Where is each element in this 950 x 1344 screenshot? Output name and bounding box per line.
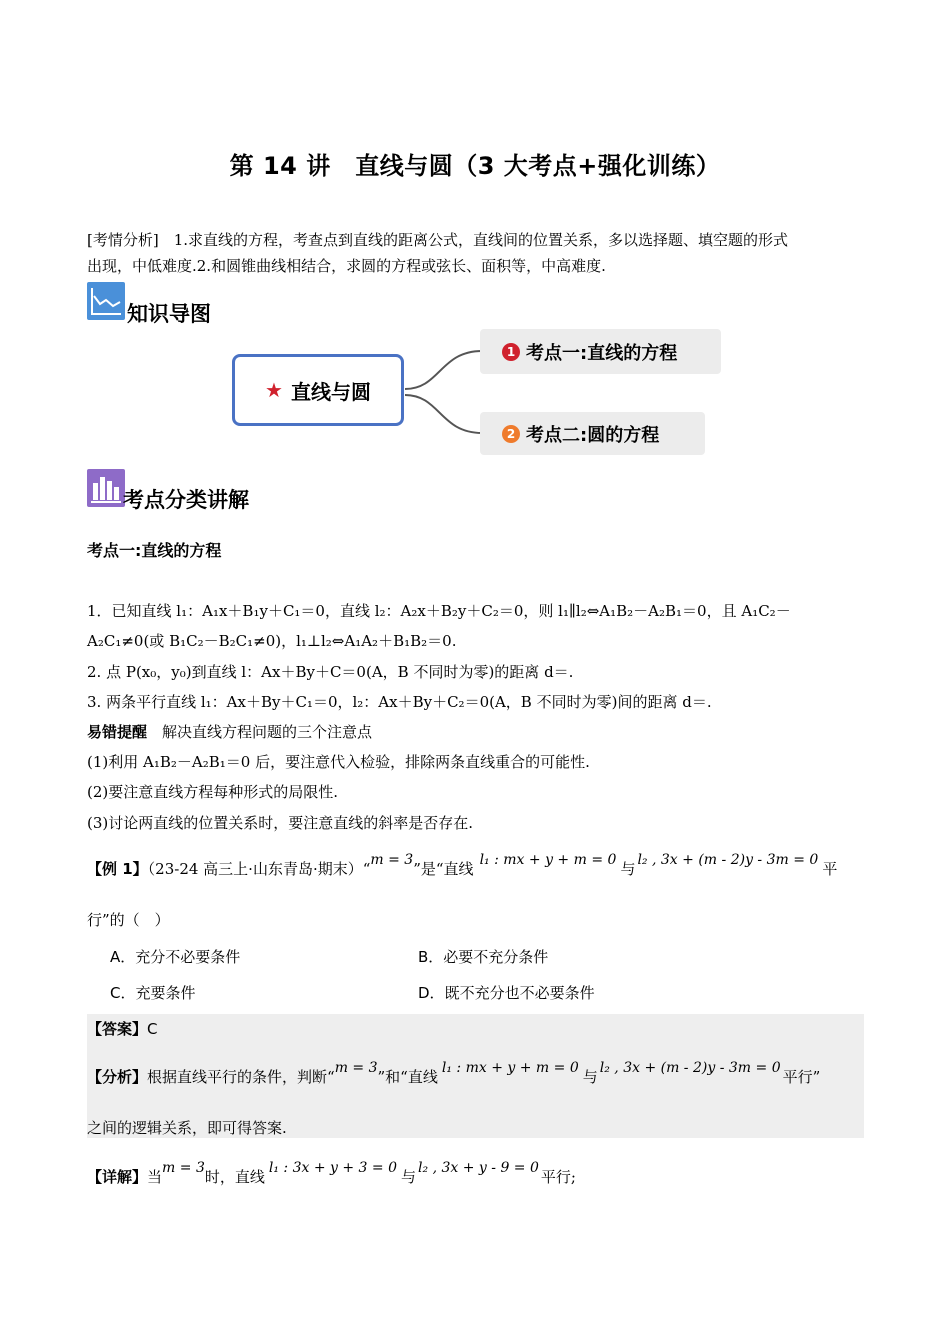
- mindmap-node-1: [480, 329, 721, 374]
- item-1-line-2: A₂C₁≠0(或 B₁C₂－B₂C₁≠0)，l₁⊥l₂⇔A₁A₂＋B₁B₂＝0.: [87, 632, 457, 650]
- analysis-text-a: 根据直线平行的条件，判断“: [147, 1068, 335, 1086]
- option-c[interactable]: [110, 982, 196, 1003]
- pitfall-text: 解决直线方程问题的三个注意点: [147, 723, 373, 741]
- option-a-key: A．: [110, 948, 136, 966]
- answer-value: C: [147, 1020, 158, 1038]
- detail-label: 【详解】: [87, 1168, 148, 1186]
- example-l2-formula: l₂ , 3x + (m - 2)y - 3m = 0: [637, 852, 819, 868]
- option-c-key: C．: [110, 984, 136, 1002]
- knowledge-map-heading: 知识导图: [127, 302, 211, 326]
- intro-line-1: [考情分析] 1.求直线的方程，考查点到直线的距离公式，直线间的位置关系，多以选择题、填空题的形式: [87, 231, 789, 249]
- section-heading: 考点分类讲解: [123, 488, 249, 512]
- analysis-m-formula: m = 3: [334, 1060, 378, 1076]
- option-c-text: 充要条件: [135, 984, 196, 1002]
- item-1-line-1: 1．已知直线 l₁：A₁x＋B₁y＋C₁＝0，直线 l₂：A₂x＋B₂y＋C₂＝0，则 l₁∥l₂⇔A₁B₂－A₂B₁＝0，且 A₁C₂－: [87, 602, 791, 620]
- example-1-line-1: [87, 852, 867, 879]
- detail-a: 当: [147, 1168, 163, 1186]
- option-d-key: D．: [418, 984, 445, 1002]
- pitfall-label: 易错提醒: [87, 723, 148, 741]
- item-2: 2. 点 P(x₀，y₀)到直线 l：Ax＋By＋C＝0(A，B 不同时为零)的距离 d＝.: [87, 663, 574, 681]
- star-icon: ★: [265, 378, 283, 402]
- intro-line-2: 出现，中低难度.2.和圆锥曲线相结合，求圆的方程或弦长、面积等，中高难度.: [87, 257, 606, 275]
- detail-with: 与: [401, 1168, 417, 1186]
- detail-l2-formula: l₂ , 3x + y - 9 = 0: [418, 1160, 539, 1176]
- option-a-text: 充分不必要条件: [135, 948, 241, 966]
- page-title: 第 14 讲 直线与圆（3 大考点+强化训练）: [229, 152, 721, 180]
- analysis-label: 【分析】: [87, 1068, 148, 1086]
- option-d[interactable]: [418, 982, 595, 1003]
- detail-c: 平行;: [540, 1168, 576, 1186]
- detail-line: [87, 1160, 576, 1187]
- analysis-with: 与: [582, 1068, 598, 1086]
- pitfall-point-3: (3)讨论两直线的位置关系时，要注意直线的斜率是否存在.: [87, 814, 474, 832]
- option-a[interactable]: [110, 946, 240, 967]
- example-end-1: 平: [822, 860, 838, 878]
- example-mid: ”是“直线: [413, 860, 474, 878]
- pitfall-point-2: (2)要注意直线方程每种形式的局限性.: [87, 783, 339, 801]
- analysis-line-2: 之间的逻辑关系，即可得答案.: [87, 1119, 287, 1137]
- analysis-l1-formula: l₁ : mx + y + m = 0: [441, 1060, 579, 1076]
- analysis-text-c: 平行”: [782, 1068, 821, 1086]
- example-l1-formula: l₁ : mx + y + m = 0: [479, 852, 617, 868]
- chart-line-icon: [87, 282, 125, 320]
- analysis-l2-formula: l₂ , 3x + (m - 2)y - 3m = 0: [599, 1060, 781, 1076]
- mindmap-node-2-label: 考点二:圆的方程: [526, 424, 660, 446]
- option-d-text: 既不充分也不必要条件: [444, 984, 595, 1002]
- example-label: 【例 1】: [87, 860, 148, 878]
- mindmap-center: [232, 354, 404, 426]
- example-with: 与: [620, 860, 636, 878]
- analysis-line-1: [87, 1060, 867, 1087]
- example-source: （23-24 高三上·山东青岛·期末）“: [147, 860, 371, 878]
- answer-line: [87, 1018, 158, 1039]
- detail-l1-formula: l₁ : 3x + y + 3 = 0: [268, 1160, 398, 1176]
- detail-b: 时，直线: [204, 1168, 265, 1186]
- item-3: 3. 两条平行直线 l₁：Ax＋By＋C₁＝0，l₂：Ax＋By＋C₂＝0(A，B 不同时为零)间的距离 d＝.: [87, 693, 712, 711]
- number-1-icon: 1: [502, 343, 520, 361]
- example-m-formula: m = 3: [370, 852, 414, 868]
- mindmap-node-1-label: 考点一:直线的方程: [526, 342, 678, 364]
- option-b-text: 必要不充分条件: [443, 948, 549, 966]
- analysis-text-b: ”和“直线: [377, 1068, 438, 1086]
- number-2-icon: 2: [502, 425, 520, 443]
- option-b-key: B．: [418, 948, 444, 966]
- mindmap-center-label: 直线与圆: [290, 379, 371, 404]
- mindmap-connectors: [400, 345, 490, 445]
- bar-chart-icon: [87, 469, 125, 507]
- detail-m-formula: m = 3: [162, 1160, 205, 1176]
- point1-heading: 考点一:直线的方程: [87, 541, 222, 560]
- mindmap-node-2: [480, 412, 705, 455]
- option-b[interactable]: [418, 946, 548, 967]
- pitfall-line: [87, 720, 865, 745]
- example-end-2: 行”的（ ）: [87, 911, 170, 929]
- pitfall-point-1: (1)利用 A₁B₂－A₂B₁＝0 后，要注意代入检验，排除两条直线重合的可能性.: [87, 753, 590, 771]
- answer-label: 【答案】: [87, 1020, 148, 1038]
